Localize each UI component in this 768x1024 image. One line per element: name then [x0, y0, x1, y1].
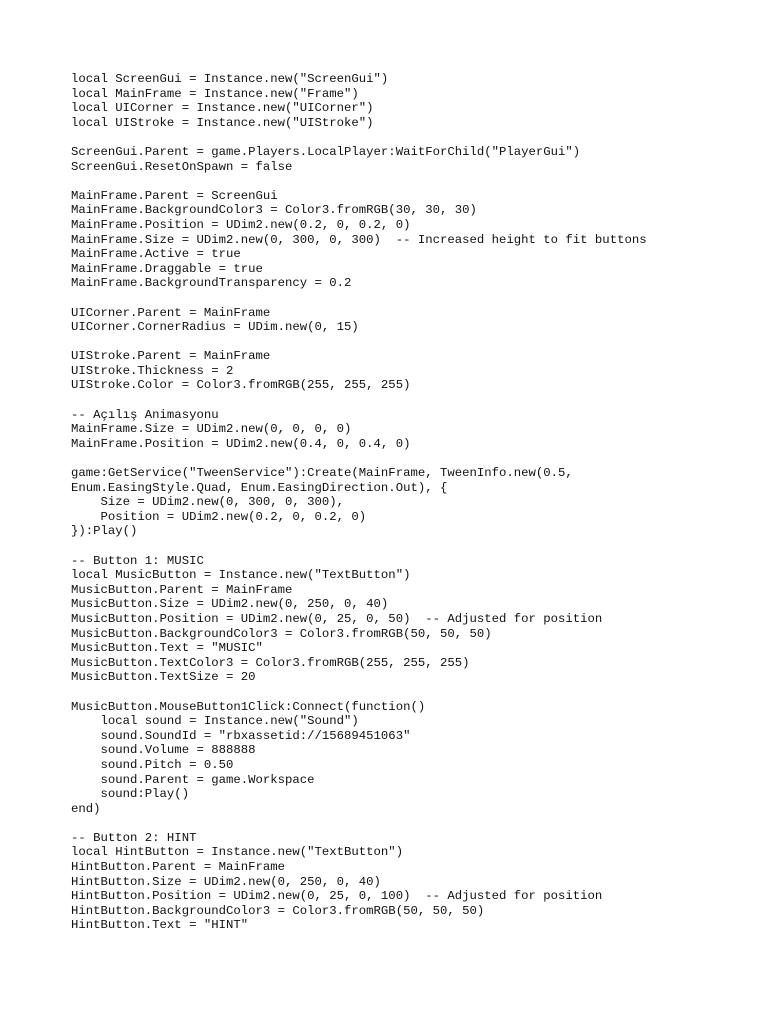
code-line	[71, 451, 751, 466]
code-line	[71, 393, 751, 408]
code-line: HintButton.Size = UDim2.new(0, 250, 0, 40)	[71, 874, 381, 889]
code-line: sound.SoundId = "rbxassetid://15689451063"	[71, 728, 411, 743]
code-line: HintButton.BackgroundColor3 = Color3.fromRGB(50, 50, 50)	[71, 903, 485, 918]
code-line: UIStroke.Parent = MainFrame	[71, 349, 271, 364]
code-line: HintButton.Position = UDim2.new(0, 25, 0, 100) -- Adjusted for position	[71, 889, 603, 904]
code-line	[71, 685, 751, 700]
code-line: UICorner.CornerRadius = UDim.new(0, 15)	[71, 320, 359, 335]
code-line: UIStroke.Thickness = 2	[71, 363, 234, 378]
code-line: MainFrame.Draggable = true	[71, 261, 263, 276]
code-line: local HintButton = Instance.new("TextButton")	[71, 845, 404, 860]
code-line: MusicButton.Parent = MainFrame	[71, 582, 293, 597]
code-line: MainFrame.Parent = ScreenGui	[71, 188, 278, 203]
code-line: local sound = Instance.new("Sound")	[71, 714, 359, 729]
code-line: MainFrame.Position = UDim2.new(0.4, 0, 0.4, 0)	[71, 436, 411, 451]
code-line: game:GetService("TweenService"):Create(MainFrame, TweenInfo.new(0.5,	[71, 466, 573, 481]
code-line: }):Play()	[71, 524, 138, 539]
code-line: MusicButton.Position = UDim2.new(0, 25, 0, 50) -- Adjusted for position	[71, 611, 603, 626]
code-line: MainFrame.BackgroundTransparency = 0.2	[71, 276, 352, 291]
code-line: sound.Pitch = 0.50	[71, 757, 234, 772]
code-line: Size = UDim2.new(0, 300, 0, 300),	[71, 495, 345, 510]
code-line: sound:Play()	[71, 787, 190, 802]
code-line	[71, 539, 751, 554]
code-line: ScreenGui.ResetOnSpawn = false	[71, 159, 293, 174]
code-line: UIStroke.Color = Color3.fromRGB(255, 255, 255)	[71, 378, 411, 393]
code-line: MusicButton.MouseButton1Click:Connect(function()	[71, 699, 426, 714]
code-line: Position = UDim2.new(0.2, 0, 0.2, 0)	[71, 509, 367, 524]
code-line: MusicButton.BackgroundColor3 = Color3.fromRGB(50, 50, 50)	[71, 626, 492, 641]
code-line: MusicButton.Text = "MUSIC"	[71, 641, 263, 656]
code-line: -- Button 1: MUSIC	[71, 553, 204, 568]
code-line: MusicButton.TextSize = 20	[71, 670, 256, 685]
code-line: MusicButton.TextColor3 = Color3.fromRGB(255, 255, 255)	[71, 655, 470, 670]
code-line: MainFrame.Size = UDim2.new(0, 0, 0, 0)	[71, 422, 352, 437]
code-line	[71, 174, 751, 189]
code-line: local ScreenGui = Instance.new("ScreenGui")	[71, 72, 389, 86]
code-line: MainFrame.BackgroundColor3 = Color3.fromRGB(30, 30, 30)	[71, 203, 477, 218]
code-line: local MusicButton = Instance.new("TextButton")	[71, 568, 411, 583]
code-line: MainFrame.Active = true	[71, 247, 241, 262]
code-line: -- Açılış Animasyonu	[71, 407, 219, 422]
code-line: sound.Volume = 888888	[71, 743, 256, 758]
code-line: UICorner.Parent = MainFrame	[71, 305, 271, 320]
code-line: -- Button 2: HINT	[71, 830, 197, 845]
code-line	[71, 291, 751, 306]
code-line	[71, 335, 751, 350]
code-line: HintButton.Parent = MainFrame	[71, 860, 286, 875]
code-line: local MainFrame = Instance.new("Frame")	[71, 86, 359, 101]
code-block	[71, 72, 751, 933]
code-line: MainFrame.Position = UDim2.new(0.2, 0, 0.2, 0)	[71, 217, 411, 232]
code-line: local UIStroke = Instance.new("UIStroke")	[71, 115, 374, 130]
code-line: ScreenGui.Parent = game.Players.LocalPlayer:WaitForChild("PlayerGui")	[71, 144, 581, 159]
code-line	[71, 130, 751, 145]
code-line	[71, 816, 751, 831]
code-line: sound.Parent = game.Workspace	[71, 772, 315, 787]
code-line: HintButton.Text = "HINT"	[71, 918, 249, 933]
code-line: Enum.EasingStyle.Quad, Enum.EasingDirection.Out), {	[71, 480, 448, 495]
code-line: end)	[71, 801, 101, 816]
code-line: local UICorner = Instance.new("UICorner")	[71, 101, 374, 116]
code-line: MusicButton.Size = UDim2.new(0, 250, 0, 40)	[71, 597, 389, 612]
code-line: MainFrame.Size = UDim2.new(0, 300, 0, 300) -- Increased height to fit buttons	[71, 232, 647, 247]
